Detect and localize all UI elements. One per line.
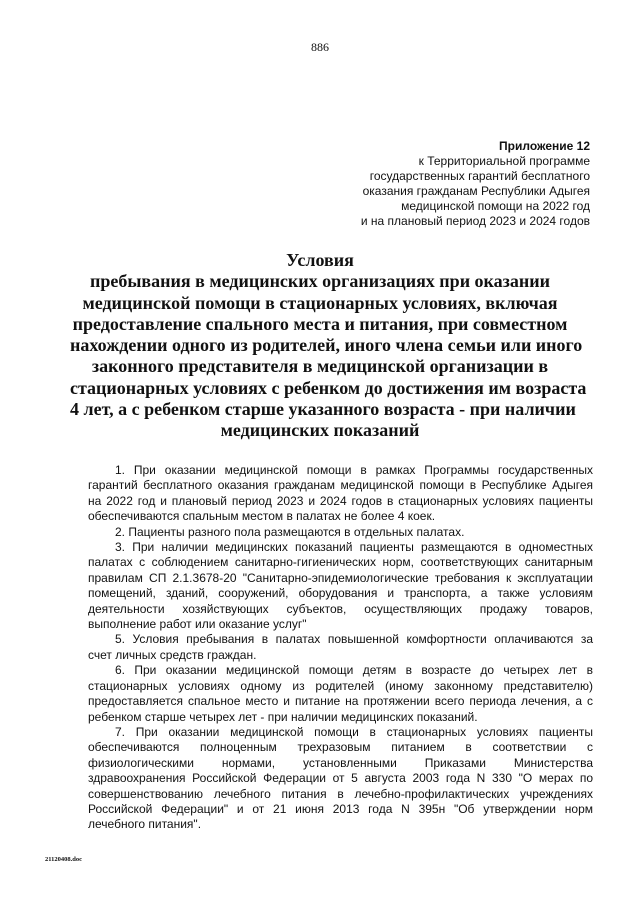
heading-line: 4 лет, а с ребенком старше указанного возраста - при наличии — [70, 399, 576, 420]
paragraph-3-line: палатах с соблюдением санитарно-гигиенических норм, соответствующих санитарным — [88, 555, 593, 570]
paragraph-3-line: деятельности хозяйствующих субъектов, осуществляющих продажу товаров, — [88, 601, 593, 616]
appendix-line: и на плановый период 2023 и 2024 годов — [360, 214, 590, 228]
heading-line: предоставление спального места и питания, при совместном — [72, 313, 568, 334]
paragraph-3-line: помещений, зданий, сооружений, оборудования и транспорта, а также условиям — [88, 586, 593, 601]
paragraph-1-line: на 2022 год и плановый период 2023 и 2024 годов в стационарных условиях пациенты — [88, 493, 593, 508]
paragraph-6-line: стационарных условиях одному из родителей (иному законному представителю) — [88, 678, 593, 693]
paragraph-5-line: 5. Условия пребывания в палатах повышенной комфортности оплачиваются за — [115, 632, 593, 647]
paragraph-7-line: физиологическими нормами, установленными Приказами Министерства — [88, 755, 593, 770]
paragraph-7-line: 7. При оказании медицинской помощи в стационарных условиях пациенты — [115, 724, 593, 739]
paragraph-7-line: здравоохранения Российской Федерации от 5 августа 2003 года N 330 "О мерах по — [88, 771, 593, 786]
paragraph-7-line: совершенствованию лечебного питания в лечебно-профилактических учреждениях — [88, 786, 593, 801]
page-number: 886 — [311, 40, 329, 54]
heading-line: законного представителя в медицинской организации в — [91, 356, 549, 377]
heading-line: медицинских показаний — [220, 420, 420, 441]
appendix-line: оказания гражданам Республики Адыгея — [362, 184, 590, 198]
paragraph-1-line: гарантий бесплатного оказания гражданам медицинской помощи в Республике Адыгея — [88, 478, 593, 493]
paragraph-7-line: Российской Федерации" и от 21 июня 2013 года N 395н "Об утверждении норм — [88, 801, 593, 816]
paragraph-6-line: ребенком старше четырех лет - при наличии медицинских показаний. — [88, 709, 478, 724]
heading-line: пребывания в медицинских организациях при оказании — [89, 271, 551, 292]
paragraph-3-line: выполнение работ или оказание услуг" — [88, 617, 307, 632]
appendix-title: Приложение 12 — [499, 139, 590, 153]
heading-line: стационарных условиях с ребенком до достижения им возраста — [70, 377, 587, 398]
heading-line: медицинской помощи в стационарных условиях, включая — [82, 292, 558, 313]
appendix-reference — [290, 139, 590, 229]
paragraph-1-line: 1. При оказании медицинской помощи в рамках Программы государственных — [115, 463, 593, 477]
paragraph-3-line: правилам СП 2.1.3678-20 "Санитарно-эпидемиологические требования к эксплуатации — [88, 570, 593, 585]
document-heading — [70, 250, 587, 442]
heading-title: Условия — [286, 250, 354, 270]
paragraph-5-line: счет личных средств граждан. — [88, 647, 257, 662]
paragraph-3-line: 3. При наличии медицинских показаний пациенты размещаются в одноместных — [115, 540, 593, 555]
paragraph-1-line: обеспечиваются спальным местом в палатах не более 4 коек. — [88, 509, 436, 524]
appendix-line: государственных гарантий бесплатного — [369, 169, 590, 183]
heading-line: нахождении одного из родителей, иного члена семьи или иного — [70, 335, 583, 356]
appendix-line: медицинской помощи на 2022 год — [401, 199, 590, 213]
paragraph-6-line: предоставляется спальное место и питание на протяжении всего периода лечения, а с — [88, 694, 593, 709]
paragraph-7-line: лечебного питания". — [88, 817, 202, 832]
paragraph-7-line: обеспечиваются полноценным трехразовым питанием в соответствии с — [88, 740, 593, 755]
paragraph-6-line: 6. При оказании медицинской помощи детям в возрасте до четырех лет в — [115, 663, 593, 678]
paragraph-2-line: 2. Пациенты разного пола размещаются в отдельных палатах. — [115, 524, 465, 539]
document-body — [88, 463, 593, 833]
appendix-line: к Территориальной программе — [418, 154, 590, 168]
file-name-footer: 21120408.doc — [45, 856, 83, 863]
